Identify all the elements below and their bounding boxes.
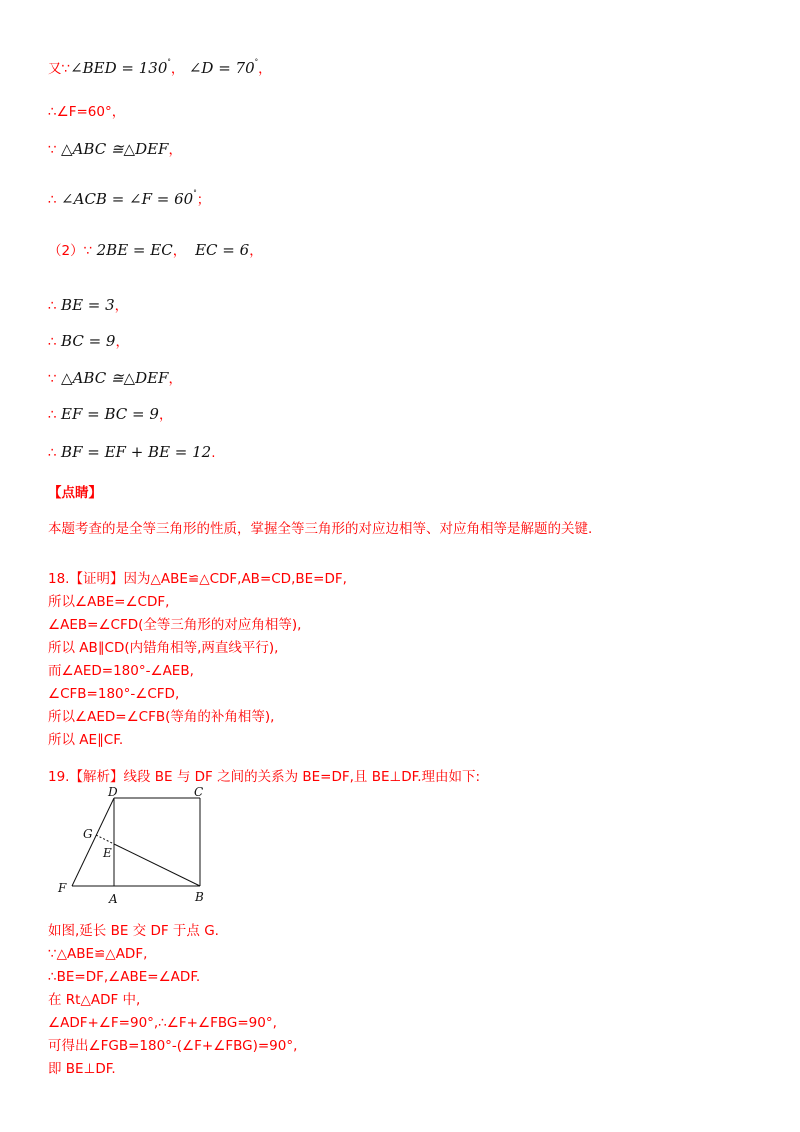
figure-label-a: A bbox=[109, 892, 118, 906]
part1-line4-lead: ∴ bbox=[48, 192, 57, 208]
part1-line4 bbox=[48, 183, 210, 210]
part2-line1-expr1: 2BE = EC bbox=[96, 241, 173, 259]
figure-label-b: B bbox=[195, 890, 204, 904]
q18-line-6: ∠CFB=180°-∠CFD, bbox=[48, 686, 180, 702]
part1-line4-tail: ； bbox=[196, 192, 211, 208]
part1-line1-sup1: ° bbox=[167, 58, 171, 66]
q18-line-1: 18.【证明】因为△ABE≌△CDF,AB=CD,BE=DF, bbox=[48, 571, 347, 587]
part1-line1-tail: ， bbox=[258, 61, 272, 77]
q19-line-7: 即 BE⊥DF. bbox=[48, 1061, 116, 1077]
part1-line3-lead: ∵ bbox=[48, 142, 57, 158]
part1-line1-sup2: ° bbox=[254, 58, 259, 66]
part2-line5-expr: EF = BC = 9 bbox=[61, 405, 159, 423]
figure-line-ge-dashed bbox=[96, 835, 114, 844]
figure-label-d: D bbox=[108, 786, 118, 799]
part2-line1-sep: ， bbox=[172, 243, 187, 259]
part1-line1-expr2: ∠D = 70 bbox=[188, 59, 255, 77]
part2-line3 bbox=[48, 331, 129, 352]
part1-line3-tail: ， bbox=[168, 142, 182, 158]
part1-line2: ∴∠F=60°， bbox=[48, 104, 126, 120]
part2-line4-expr: △ABC ≅△DEF bbox=[61, 369, 169, 387]
q19-block bbox=[48, 920, 297, 1081]
part2-line2-tail: ， bbox=[114, 298, 129, 314]
part2-line6 bbox=[48, 442, 216, 463]
figure-label-f: F bbox=[58, 881, 67, 895]
part2-line1-lead: （2）∵ bbox=[48, 243, 93, 259]
q18-line-3: ∠AEB=∠CFD(全等三角形的对应角相等), bbox=[48, 617, 302, 633]
figure-label-g: G bbox=[83, 827, 93, 841]
part1-line1-expr1: ∠BED = 130 bbox=[70, 59, 168, 77]
q19-intro: 19.【解析】线段 BE 与 DF 之间的关系为 BE=DF,且 BE⊥DF.理由如下: bbox=[48, 769, 481, 785]
figure-line-eb bbox=[114, 844, 200, 886]
part2-line4 bbox=[48, 368, 182, 389]
q18-line-7: 所以∠AED=∠CFB(等角的补角相等), bbox=[48, 709, 275, 725]
part2-line4-tail: ， bbox=[168, 371, 182, 387]
q19-line-3: ∴BE=DF,∠ABE=∠ADF. bbox=[48, 969, 201, 985]
dianjing-body: 本题考查的是全等三角形的性质，掌握全等三角形的对应边相等、对应角相等是解题的关键. bbox=[48, 521, 593, 537]
part2-line5-tail: ， bbox=[158, 407, 173, 423]
part1-line1-sep: ， bbox=[170, 61, 185, 77]
q18-block bbox=[48, 568, 347, 752]
part2-line1-tail: ， bbox=[249, 243, 263, 259]
q18-line-2: 所以∠ABE=∠CDF, bbox=[48, 594, 170, 610]
part2-line3-tail: ， bbox=[115, 334, 129, 350]
part1-line4-sup: ° bbox=[193, 189, 197, 197]
part1-line1-lead: 又∵ bbox=[48, 61, 71, 77]
part2-line4-lead: ∵ bbox=[48, 371, 57, 387]
dianjing-heading: 【点睛】 bbox=[48, 485, 102, 501]
part2-line6-lead: ∴ bbox=[48, 445, 57, 461]
q18-line-5: 而∠AED=180°-∠AEB, bbox=[48, 663, 194, 679]
part2-line3-lead: ∴ bbox=[48, 334, 57, 350]
part2-line2 bbox=[48, 295, 128, 316]
part1-line4-expr: ∠ACB = ∠F = 60 bbox=[61, 190, 194, 208]
part2-line5-lead: ∴ bbox=[48, 407, 57, 423]
part2-line6-expr: BF = EF + BE = 12 bbox=[61, 443, 212, 461]
q19-line-5: ∠ADF+∠F=90°,∴∠F+∠FBG=90°, bbox=[48, 1015, 277, 1031]
part2-line1 bbox=[48, 240, 263, 261]
figure-label-e: E bbox=[103, 846, 112, 860]
q18-line-4: 所以 AB∥CD(内错角相等,两直线平行), bbox=[48, 640, 279, 656]
q19-line-1: 如图,延长 BE 交 DF 于点 G. bbox=[48, 923, 219, 939]
part1-line3 bbox=[48, 139, 182, 160]
part2-line2-expr: BE = 3 bbox=[61, 296, 115, 314]
q19-line-2: ∵△ABE≌△ADF, bbox=[48, 946, 148, 962]
part1-line3-expr: △ABC ≅△DEF bbox=[61, 140, 169, 158]
part1-line1 bbox=[48, 52, 272, 79]
q19-geometry-figure bbox=[50, 786, 220, 908]
part2-line5 bbox=[48, 404, 172, 425]
figure-label-c: C bbox=[194, 786, 204, 799]
part2-line1-expr2: EC = 6 bbox=[195, 241, 250, 259]
part2-line2-lead: ∴ bbox=[48, 298, 57, 314]
q18-line-8: 所以 AE∥CF. bbox=[48, 732, 124, 748]
q19-line-4: 在 Rt△ADF 中, bbox=[48, 992, 141, 1008]
figure-line-fd bbox=[72, 798, 114, 886]
q19-line-6: 可得出∠FGB=180°-(∠F+∠FBG)=90°, bbox=[48, 1038, 298, 1054]
part2-line6-tail: . bbox=[211, 445, 216, 461]
part2-line3-expr: BC = 9 bbox=[61, 332, 116, 350]
